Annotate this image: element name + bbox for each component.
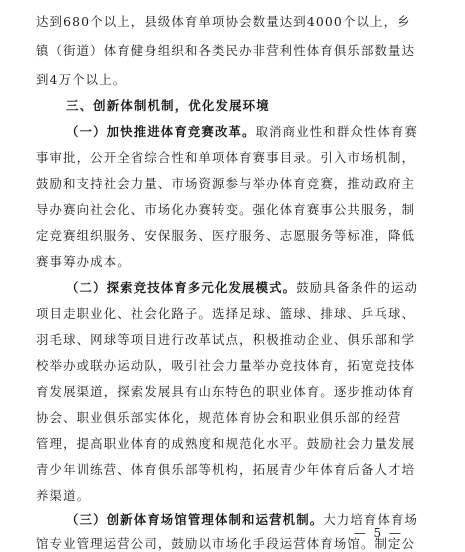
body-line: 镇（街道）体育健身组织和各类民办非营利性体育俱乐部数量达	[36, 43, 416, 58]
body-text: 鼓励具备条件的运动	[296, 280, 419, 295]
body-line: 达到680个以上，县级体育单项协会数量达到4000个以上，乡	[36, 14, 411, 29]
body-line: 导办赛向社会化、市场化办赛转变。强化体育赛事公共服务，制	[36, 202, 416, 217]
subsection-title: （三）创新体育场馆管理体制和运营机制。	[66, 512, 324, 527]
body-line: 校举办或联办运动队，吸引社会力量举办竞技体育，拓宽竞技体	[36, 358, 416, 373]
body-line: 鼓励和支持社会力量、市场资源参与举办体育竞赛，推动政府主	[36, 176, 416, 191]
section-heading: 三、创新体制机制，优化发展环境	[66, 98, 270, 113]
body-line: 到4万个以上。	[36, 72, 127, 87]
body-text: 取消商业性和群众性体育赛	[255, 124, 419, 139]
body-line: 事审批，公开全省综合性和单项体育赛事目录。引入市场机制，	[36, 150, 416, 165]
subsection-title: （一）加快推进体育竞赛改革。	[66, 124, 256, 139]
body-text: 大力培育体育场	[323, 512, 419, 527]
body-line: 定竞赛组织服务、安保服务、医疗服务、志愿服务等标准，降低	[36, 228, 416, 243]
body-line: 管理，提高职业体育的成熟度和规范化水平。鼓励社会力量发展	[36, 436, 416, 451]
body-line: 青少年训练营、体育俱乐部等机构，拓展青少年体育后备人才培	[36, 462, 416, 477]
paragraph-first-line	[66, 280, 418, 296]
page-number: — 5 —	[353, 526, 403, 540]
paragraph-first-line	[66, 124, 418, 140]
body-line: 育发展渠道，探索发展具有山东特色的职业体育。逐步推动体育	[36, 384, 416, 399]
body-line: 协会、职业俱乐部实体化，规范体育协会和职业俱乐部的经营	[36, 410, 402, 425]
body-line: 赛事筹办成本。	[36, 254, 131, 269]
body-line: 养渠道。	[36, 488, 91, 503]
body-line: 馆专业管理运营公司，鼓励以市场化手段运营体育场馆。制定公	[36, 536, 416, 551]
body-line: 羽毛球、网球等项目进行改革试点，积极推动企业、俱乐部和学	[36, 332, 416, 347]
subsection-title: （二）探索竞技体育多元化发展模式。	[66, 280, 297, 295]
body-line: 项目走职业化、社会化路子。选择足球、篮球、排球、乒乓球、	[36, 306, 416, 321]
